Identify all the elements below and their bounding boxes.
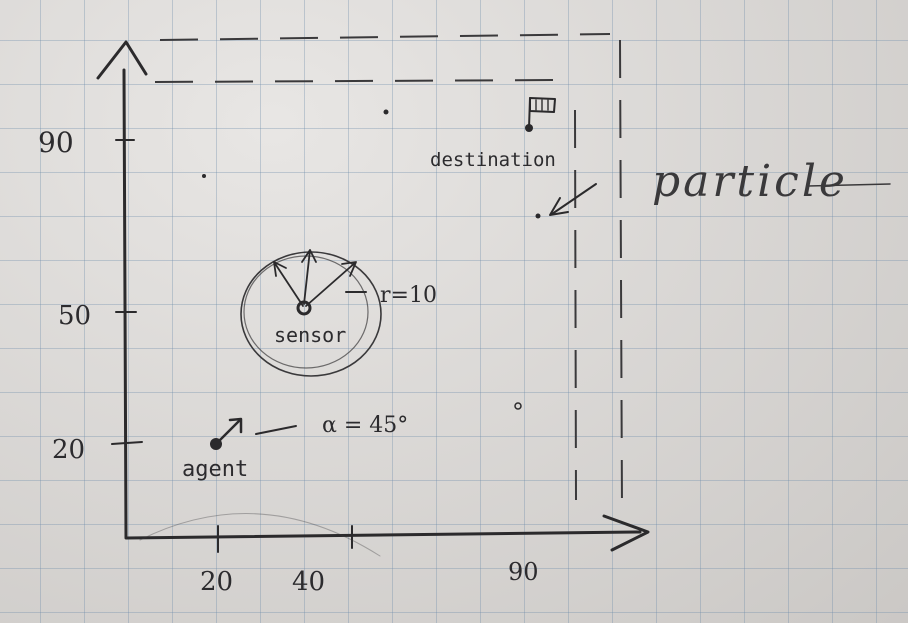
y-tick-label-90: 90 xyxy=(38,126,74,159)
y-tick-20 xyxy=(112,442,142,444)
particle-dot xyxy=(515,403,521,409)
particle-dot xyxy=(384,110,389,115)
particle-label: particle xyxy=(652,156,848,207)
x-tick-label-40: 40 xyxy=(292,567,326,597)
upper-dashed-boundary xyxy=(155,80,560,82)
sensor-label: sensor xyxy=(274,323,347,347)
agent-label: agent xyxy=(182,457,249,482)
angle-leader xyxy=(256,426,296,434)
angle-label: α = 45° xyxy=(322,413,409,438)
destination-label: destination xyxy=(430,149,556,171)
y-tick-label-20: 20 xyxy=(52,435,86,465)
y-tick-label-50: 50 xyxy=(58,301,92,331)
agent-heading-arrow xyxy=(220,420,240,440)
x-tick-label-20: 20 xyxy=(200,567,234,597)
x-tick-label-90: 90 xyxy=(508,558,539,586)
top-dashed-boundary xyxy=(160,34,610,40)
radius-label: r=10 xyxy=(380,283,437,308)
inner-dashed-boundary xyxy=(575,110,576,500)
sensor-range-circle xyxy=(241,252,381,376)
outer-dashed-boundary xyxy=(620,40,622,510)
particle-dot xyxy=(202,174,206,178)
y-axis-arrowhead xyxy=(98,42,146,78)
particle-dot xyxy=(536,214,541,219)
destination-flag-icon xyxy=(525,98,555,132)
